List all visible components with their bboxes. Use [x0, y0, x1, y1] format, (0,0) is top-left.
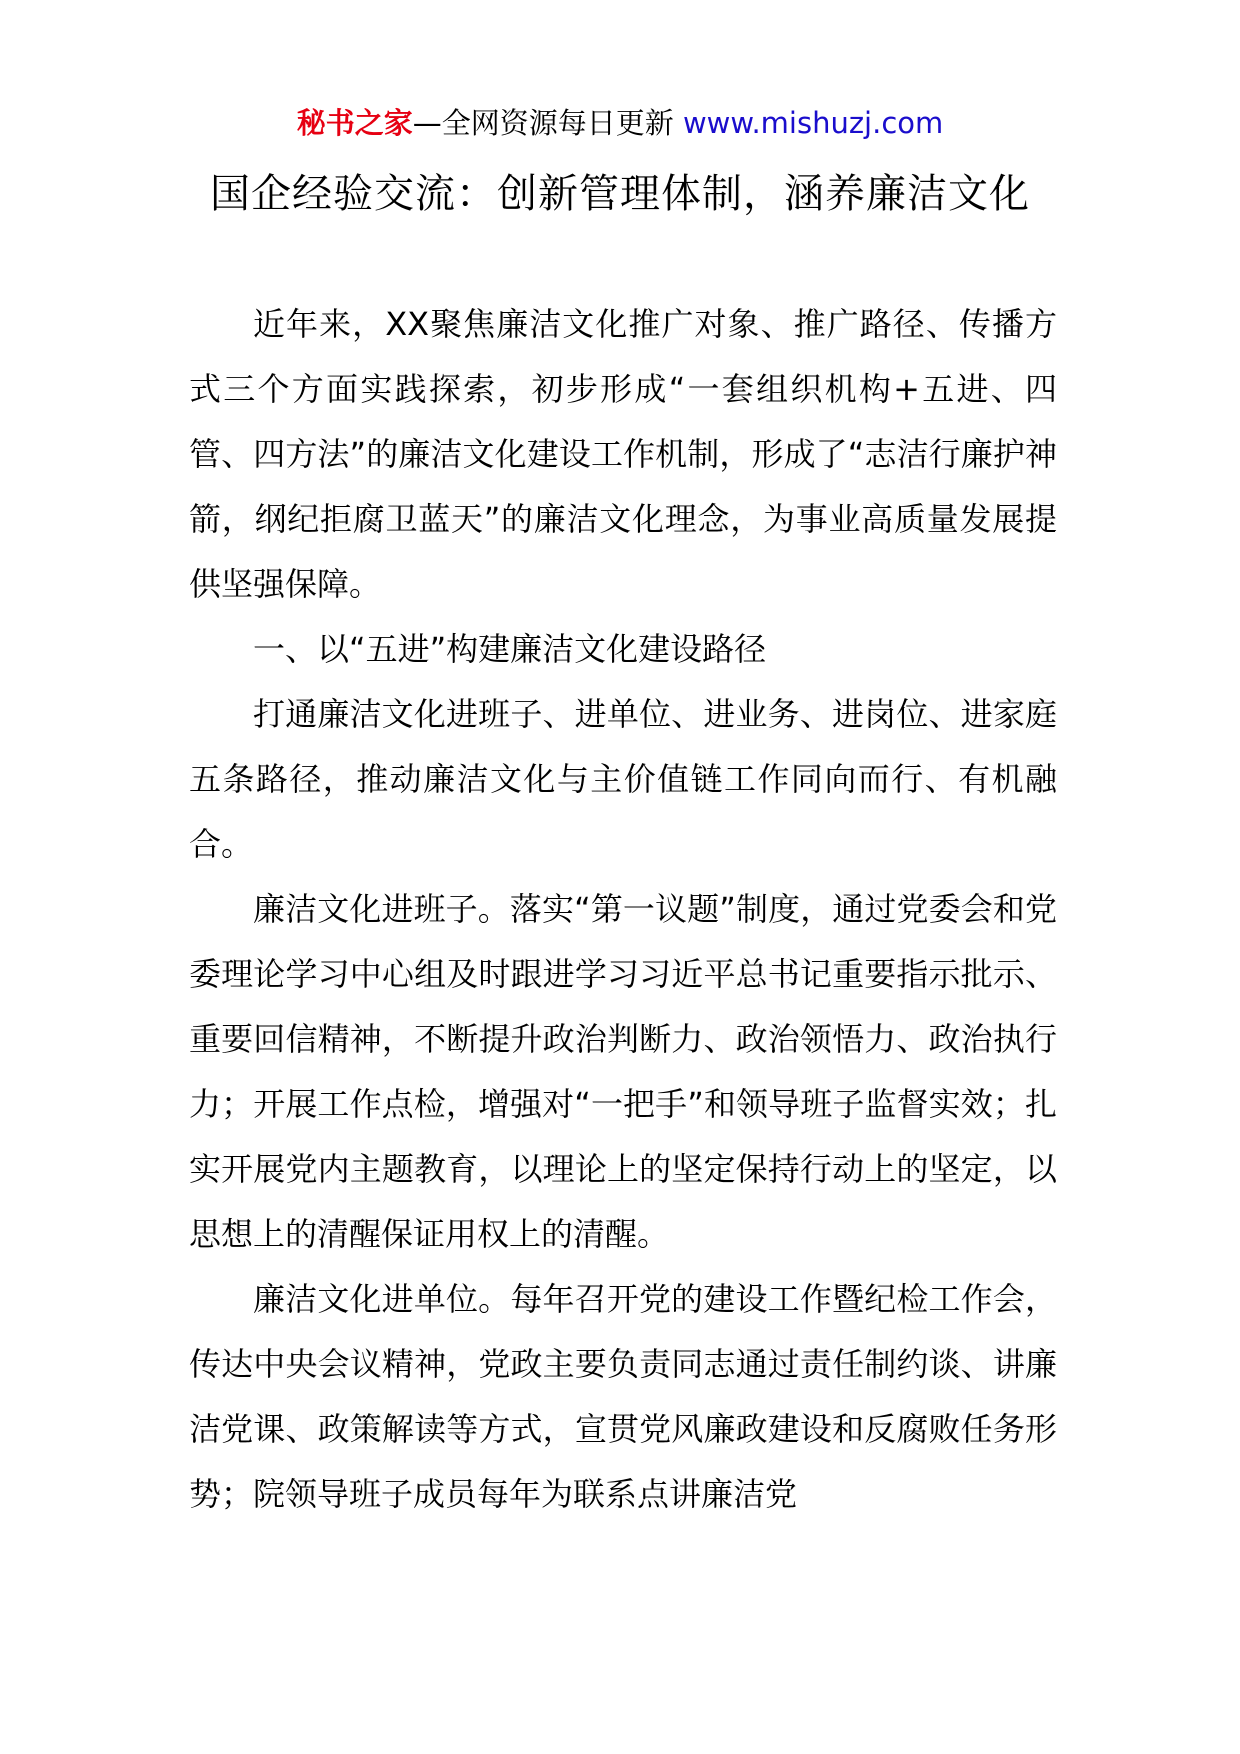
document-title: 国企经验交流：创新管理体制，涵养廉洁文化 [210, 171, 1030, 217]
site-tagline: —全网资源每日更新 [412, 106, 674, 140]
paragraph-intro: 近年来，XX聚焦廉洁文化推广对象、推广路径、传播方式三个方面实践探索，初步形成“一套组织机构+五进、四管、四方法”的廉洁文化建设工作机制，形成了“志洁行廉护神箭，纲纪拒腐卫蓝天”的廉洁文化理念，为事业高质量发展提供坚强保障。 [189, 305, 1057, 603]
paragraph-units: 廉洁文化进单位。每年召开党的建设工作暨纪检工作会，传达中央会议精神，党政主要负责同志通过责任制约谈、讲廉洁党课、政策解读等方式，宣贯党风廉政建设和反腐败任务形势；院领导班子成员每年为联系点讲廉洁党 [189, 1280, 1057, 1513]
paragraph-leadership: 廉洁文化进班子。落实“第一议题”制度，通过党委会和党委理论学习中心组及时跟进学习习近平总书记重要指示批示、重要回信精神，不断提升政治判断力、政治领悟力、政治执行力；开展工作点检，增强对“一把手”和领导班子监督实效；扎实开展党内主题教育，以理论上的坚定保持行动上的坚定，以思想上的清醒保证用权上的清醒。 [189, 890, 1057, 1253]
paragraph-five-paths: 打通廉洁文化进班子、进单位、进业务、进岗位、进家庭五条路径，推动廉洁文化与主价值链工作同向而行、有机融合。 [189, 695, 1057, 863]
site-header [0, 100, 1240, 146]
site-brand: 秘书之家 [296, 106, 413, 140]
document-body [189, 292, 1057, 1527]
site-url-link[interactable]: www.mishuzj.com [682, 106, 944, 140]
section-heading-1: 一、以“五进”构建廉洁文化建设路径 [253, 630, 767, 668]
